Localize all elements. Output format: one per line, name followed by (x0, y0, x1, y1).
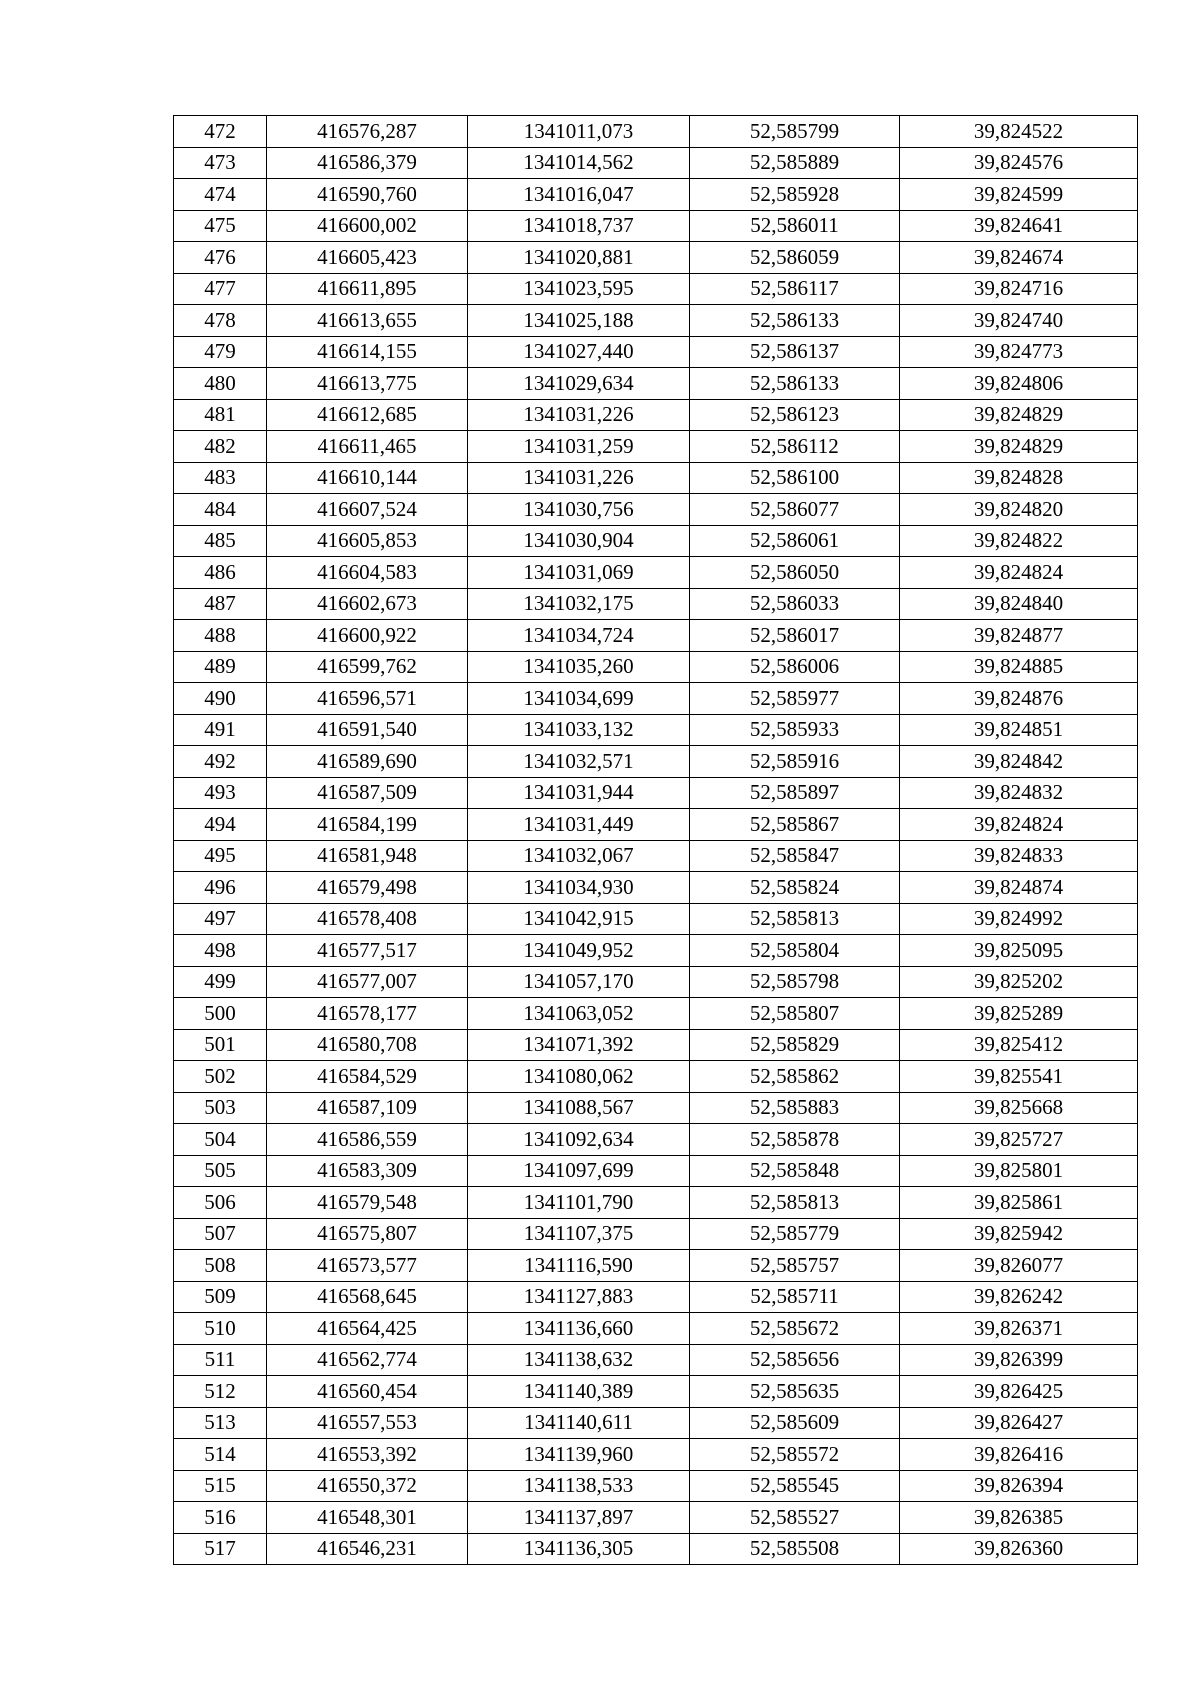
x-coordinate-cell: 416612,685 (267, 399, 468, 431)
y-coordinate-cell: 1341063,052 (468, 998, 690, 1030)
point-number-cell: 481 (174, 399, 267, 431)
latitude-cell: 52,585656 (690, 1344, 900, 1376)
point-number-cell: 487 (174, 588, 267, 620)
table-row (174, 683, 1138, 715)
point-number-cell: 480 (174, 368, 267, 400)
table-row (174, 714, 1138, 746)
longitude-cell: 39,825412 (900, 1029, 1138, 1061)
point-number-cell: 476 (174, 242, 267, 274)
table-row (174, 966, 1138, 998)
latitude-cell: 52,585862 (690, 1061, 900, 1093)
longitude-cell: 39,824842 (900, 746, 1138, 778)
longitude-cell: 39,824641 (900, 210, 1138, 242)
y-coordinate-cell: 1341016,047 (468, 179, 690, 211)
latitude-cell: 52,585897 (690, 777, 900, 809)
latitude-cell: 52,586123 (690, 399, 900, 431)
latitude-cell: 52,585813 (690, 903, 900, 935)
latitude-cell: 52,585867 (690, 809, 900, 841)
point-number-cell: 472 (174, 116, 267, 148)
latitude-cell: 52,585798 (690, 966, 900, 998)
x-coordinate-cell: 416560,454 (267, 1376, 468, 1408)
x-coordinate-cell: 416557,553 (267, 1407, 468, 1439)
longitude-cell: 39,824806 (900, 368, 1138, 400)
point-number-cell: 495 (174, 840, 267, 872)
longitude-cell: 39,826399 (900, 1344, 1138, 1376)
y-coordinate-cell: 1341139,960 (468, 1439, 690, 1471)
point-number-cell: 493 (174, 777, 267, 809)
latitude-cell: 52,585878 (690, 1124, 900, 1156)
x-coordinate-cell: 416586,559 (267, 1124, 468, 1156)
table-row (174, 273, 1138, 305)
point-number-cell: 486 (174, 557, 267, 589)
y-coordinate-cell: 1341034,724 (468, 620, 690, 652)
x-coordinate-cell: 416589,690 (267, 746, 468, 778)
coordinates-table (173, 115, 1138, 1565)
x-coordinate-cell: 416613,775 (267, 368, 468, 400)
x-coordinate-cell: 416576,287 (267, 116, 468, 148)
point-number-cell: 509 (174, 1281, 267, 1313)
longitude-cell: 39,826427 (900, 1407, 1138, 1439)
y-coordinate-cell: 1341031,259 (468, 431, 690, 463)
y-coordinate-cell: 1341030,756 (468, 494, 690, 526)
longitude-cell: 39,826416 (900, 1439, 1138, 1471)
y-coordinate-cell: 1341033,132 (468, 714, 690, 746)
point-number-cell: 506 (174, 1187, 267, 1219)
table-row (174, 620, 1138, 652)
x-coordinate-cell: 416573,577 (267, 1250, 468, 1282)
x-coordinate-cell: 416575,807 (267, 1218, 468, 1250)
table-row (174, 368, 1138, 400)
longitude-cell: 39,824824 (900, 809, 1138, 841)
x-coordinate-cell: 416610,144 (267, 462, 468, 494)
table-row (174, 998, 1138, 1030)
x-coordinate-cell: 416587,509 (267, 777, 468, 809)
table-row (174, 588, 1138, 620)
x-coordinate-cell: 416591,540 (267, 714, 468, 746)
latitude-cell: 52,585813 (690, 1187, 900, 1219)
x-coordinate-cell: 416578,408 (267, 903, 468, 935)
y-coordinate-cell: 1341140,611 (468, 1407, 690, 1439)
y-coordinate-cell: 1341020,881 (468, 242, 690, 274)
longitude-cell: 39,825541 (900, 1061, 1138, 1093)
x-coordinate-cell: 416579,498 (267, 872, 468, 904)
x-coordinate-cell: 416596,571 (267, 683, 468, 715)
y-coordinate-cell: 1341029,634 (468, 368, 690, 400)
point-number-cell: 483 (174, 462, 267, 494)
table-row (174, 872, 1138, 904)
x-coordinate-cell: 416590,760 (267, 179, 468, 211)
point-number-cell: 503 (174, 1092, 267, 1124)
table-row (174, 651, 1138, 683)
table-row (174, 1344, 1138, 1376)
latitude-cell: 52,586112 (690, 431, 900, 463)
latitude-cell: 52,586133 (690, 368, 900, 400)
point-number-cell: 479 (174, 336, 267, 368)
latitude-cell: 52,585916 (690, 746, 900, 778)
y-coordinate-cell: 1341127,883 (468, 1281, 690, 1313)
latitude-cell: 52,586059 (690, 242, 900, 274)
point-number-cell: 496 (174, 872, 267, 904)
x-coordinate-cell: 416548,301 (267, 1502, 468, 1534)
longitude-cell: 39,824829 (900, 399, 1138, 431)
point-number-cell: 500 (174, 998, 267, 1030)
x-coordinate-cell: 416581,948 (267, 840, 468, 872)
point-number-cell: 510 (174, 1313, 267, 1345)
longitude-cell: 39,826425 (900, 1376, 1138, 1408)
longitude-cell: 39,824876 (900, 683, 1138, 715)
longitude-cell: 39,824851 (900, 714, 1138, 746)
point-number-cell: 514 (174, 1439, 267, 1471)
table-row (174, 242, 1138, 274)
y-coordinate-cell: 1341031,069 (468, 557, 690, 589)
x-coordinate-cell: 416586,379 (267, 147, 468, 179)
y-coordinate-cell: 1341140,389 (468, 1376, 690, 1408)
table-row (174, 431, 1138, 463)
point-number-cell: 475 (174, 210, 267, 242)
table-row (174, 1187, 1138, 1219)
table-row (174, 809, 1138, 841)
point-number-cell: 492 (174, 746, 267, 778)
longitude-cell: 39,824992 (900, 903, 1138, 935)
x-coordinate-cell: 416605,423 (267, 242, 468, 274)
x-coordinate-cell: 416553,392 (267, 1439, 468, 1471)
x-coordinate-cell: 416546,231 (267, 1533, 468, 1565)
point-number-cell: 508 (174, 1250, 267, 1282)
point-number-cell: 513 (174, 1407, 267, 1439)
table-row (174, 557, 1138, 589)
table-row (174, 840, 1138, 872)
table-row (174, 935, 1138, 967)
longitude-cell: 39,824840 (900, 588, 1138, 620)
table-row (174, 746, 1138, 778)
longitude-cell: 39,825942 (900, 1218, 1138, 1250)
table-row (174, 1313, 1138, 1345)
x-coordinate-cell: 416600,002 (267, 210, 468, 242)
latitude-cell: 52,586011 (690, 210, 900, 242)
longitude-cell: 39,824822 (900, 525, 1138, 557)
latitude-cell: 52,586100 (690, 462, 900, 494)
longitude-cell: 39,825095 (900, 935, 1138, 967)
latitude-cell: 52,585933 (690, 714, 900, 746)
point-number-cell: 482 (174, 431, 267, 463)
x-coordinate-cell: 416611,465 (267, 431, 468, 463)
latitude-cell: 52,586077 (690, 494, 900, 526)
x-coordinate-cell: 416579,548 (267, 1187, 468, 1219)
longitude-cell: 39,824820 (900, 494, 1138, 526)
y-coordinate-cell: 1341031,944 (468, 777, 690, 809)
point-number-cell: 485 (174, 525, 267, 557)
longitude-cell: 39,826077 (900, 1250, 1138, 1282)
latitude-cell: 52,585757 (690, 1250, 900, 1282)
x-coordinate-cell: 416583,309 (267, 1155, 468, 1187)
longitude-cell: 39,824522 (900, 116, 1138, 148)
table-row (174, 1250, 1138, 1282)
latitude-cell: 52,585527 (690, 1502, 900, 1534)
point-number-cell: 494 (174, 809, 267, 841)
table-row (174, 494, 1138, 526)
table-row (174, 1155, 1138, 1187)
point-number-cell: 515 (174, 1470, 267, 1502)
latitude-cell: 52,585799 (690, 116, 900, 148)
y-coordinate-cell: 1341011,073 (468, 116, 690, 148)
longitude-cell: 39,824674 (900, 242, 1138, 274)
x-coordinate-cell: 416605,853 (267, 525, 468, 557)
x-coordinate-cell: 416550,372 (267, 1470, 468, 1502)
x-coordinate-cell: 416580,708 (267, 1029, 468, 1061)
y-coordinate-cell: 1341097,699 (468, 1155, 690, 1187)
point-number-cell: 512 (174, 1376, 267, 1408)
y-coordinate-cell: 1341080,062 (468, 1061, 690, 1093)
table-row (174, 1439, 1138, 1471)
x-coordinate-cell: 416604,583 (267, 557, 468, 589)
point-number-cell: 511 (174, 1344, 267, 1376)
longitude-cell: 39,826360 (900, 1533, 1138, 1565)
y-coordinate-cell: 1341034,930 (468, 872, 690, 904)
latitude-cell: 52,585545 (690, 1470, 900, 1502)
longitude-cell: 39,824829 (900, 431, 1138, 463)
x-coordinate-cell: 416584,199 (267, 809, 468, 841)
latitude-cell: 52,585807 (690, 998, 900, 1030)
latitude-cell: 52,586006 (690, 651, 900, 683)
coordinates-table-body (174, 116, 1138, 1565)
y-coordinate-cell: 1341101,790 (468, 1187, 690, 1219)
y-coordinate-cell: 1341032,067 (468, 840, 690, 872)
latitude-cell: 52,586033 (690, 588, 900, 620)
latitude-cell: 52,585635 (690, 1376, 900, 1408)
table-row (174, 1218, 1138, 1250)
table-row (174, 1502, 1138, 1534)
longitude-cell: 39,826394 (900, 1470, 1138, 1502)
table-row (174, 777, 1138, 809)
y-coordinate-cell: 1341057,170 (468, 966, 690, 998)
x-coordinate-cell: 416611,895 (267, 273, 468, 305)
table-row (174, 1376, 1138, 1408)
y-coordinate-cell: 1341107,375 (468, 1218, 690, 1250)
y-coordinate-cell: 1341088,567 (468, 1092, 690, 1124)
y-coordinate-cell: 1341031,449 (468, 809, 690, 841)
longitude-cell: 39,826242 (900, 1281, 1138, 1313)
table-row (174, 1092, 1138, 1124)
latitude-cell: 52,585572 (690, 1439, 900, 1471)
y-coordinate-cell: 1341042,915 (468, 903, 690, 935)
longitude-cell: 39,824576 (900, 147, 1138, 179)
latitude-cell: 52,586137 (690, 336, 900, 368)
x-coordinate-cell: 416599,762 (267, 651, 468, 683)
longitude-cell: 39,825801 (900, 1155, 1138, 1187)
point-number-cell: 505 (174, 1155, 267, 1187)
point-number-cell: 497 (174, 903, 267, 935)
y-coordinate-cell: 1341032,571 (468, 746, 690, 778)
y-coordinate-cell: 1341035,260 (468, 651, 690, 683)
latitude-cell: 52,586133 (690, 305, 900, 337)
latitude-cell: 52,586117 (690, 273, 900, 305)
latitude-cell: 52,585804 (690, 935, 900, 967)
y-coordinate-cell: 1341138,632 (468, 1344, 690, 1376)
y-coordinate-cell: 1341032,175 (468, 588, 690, 620)
longitude-cell: 39,824716 (900, 273, 1138, 305)
longitude-cell: 39,825289 (900, 998, 1138, 1030)
latitude-cell: 52,585779 (690, 1218, 900, 1250)
table-row (174, 1124, 1138, 1156)
x-coordinate-cell: 416577,517 (267, 935, 468, 967)
point-number-cell: 489 (174, 651, 267, 683)
table-row (174, 1470, 1138, 1502)
latitude-cell: 52,585883 (690, 1092, 900, 1124)
x-coordinate-cell: 416584,529 (267, 1061, 468, 1093)
table-row (174, 1533, 1138, 1565)
y-coordinate-cell: 1341034,699 (468, 683, 690, 715)
latitude-cell: 52,585508 (690, 1533, 900, 1565)
y-coordinate-cell: 1341071,392 (468, 1029, 690, 1061)
table-row (174, 1281, 1138, 1313)
point-number-cell: 502 (174, 1061, 267, 1093)
latitude-cell: 52,586017 (690, 620, 900, 652)
longitude-cell: 39,826385 (900, 1502, 1138, 1534)
y-coordinate-cell: 1341023,595 (468, 273, 690, 305)
x-coordinate-cell: 416600,922 (267, 620, 468, 652)
longitude-cell: 39,825727 (900, 1124, 1138, 1156)
longitude-cell: 39,826371 (900, 1313, 1138, 1345)
y-coordinate-cell: 1341031,226 (468, 399, 690, 431)
y-coordinate-cell: 1341025,188 (468, 305, 690, 337)
table-row (174, 1029, 1138, 1061)
point-number-cell: 477 (174, 273, 267, 305)
table-row (174, 462, 1138, 494)
point-number-cell: 491 (174, 714, 267, 746)
point-number-cell: 501 (174, 1029, 267, 1061)
x-coordinate-cell: 416568,645 (267, 1281, 468, 1313)
x-coordinate-cell: 416613,655 (267, 305, 468, 337)
latitude-cell: 52,585672 (690, 1313, 900, 1345)
y-coordinate-cell: 1341049,952 (468, 935, 690, 967)
y-coordinate-cell: 1341030,904 (468, 525, 690, 557)
point-number-cell: 478 (174, 305, 267, 337)
latitude-cell: 52,586050 (690, 557, 900, 589)
latitude-cell: 52,585848 (690, 1155, 900, 1187)
y-coordinate-cell: 1341018,737 (468, 210, 690, 242)
point-number-cell: 474 (174, 179, 267, 211)
y-coordinate-cell: 1341092,634 (468, 1124, 690, 1156)
table-row (174, 147, 1138, 179)
x-coordinate-cell: 416614,155 (267, 336, 468, 368)
point-number-cell: 484 (174, 494, 267, 526)
point-number-cell: 488 (174, 620, 267, 652)
longitude-cell: 39,824599 (900, 179, 1138, 211)
x-coordinate-cell: 416602,673 (267, 588, 468, 620)
y-coordinate-cell: 1341116,590 (468, 1250, 690, 1282)
point-number-cell: 504 (174, 1124, 267, 1156)
table-row (174, 903, 1138, 935)
latitude-cell: 52,585824 (690, 872, 900, 904)
x-coordinate-cell: 416607,524 (267, 494, 468, 526)
point-number-cell: 473 (174, 147, 267, 179)
latitude-cell: 52,586061 (690, 525, 900, 557)
x-coordinate-cell: 416564,425 (267, 1313, 468, 1345)
point-number-cell: 499 (174, 966, 267, 998)
longitude-cell: 39,824773 (900, 336, 1138, 368)
point-number-cell: 498 (174, 935, 267, 967)
longitude-cell: 39,825202 (900, 966, 1138, 998)
longitude-cell: 39,824877 (900, 620, 1138, 652)
latitude-cell: 52,585711 (690, 1281, 900, 1313)
table-row (174, 116, 1138, 148)
longitude-cell: 39,824832 (900, 777, 1138, 809)
y-coordinate-cell: 1341136,305 (468, 1533, 690, 1565)
point-number-cell: 507 (174, 1218, 267, 1250)
y-coordinate-cell: 1341137,897 (468, 1502, 690, 1534)
point-number-cell: 517 (174, 1533, 267, 1565)
table-row (174, 1407, 1138, 1439)
longitude-cell: 39,824828 (900, 462, 1138, 494)
x-coordinate-cell: 416578,177 (267, 998, 468, 1030)
table-row (174, 179, 1138, 211)
latitude-cell: 52,585889 (690, 147, 900, 179)
y-coordinate-cell: 1341138,533 (468, 1470, 690, 1502)
latitude-cell: 52,585977 (690, 683, 900, 715)
y-coordinate-cell: 1341136,660 (468, 1313, 690, 1345)
table-row (174, 525, 1138, 557)
table-row (174, 1061, 1138, 1093)
point-number-cell: 490 (174, 683, 267, 715)
longitude-cell: 39,824874 (900, 872, 1138, 904)
x-coordinate-cell: 416587,109 (267, 1092, 468, 1124)
latitude-cell: 52,585829 (690, 1029, 900, 1061)
table-row (174, 210, 1138, 242)
longitude-cell: 39,824833 (900, 840, 1138, 872)
y-coordinate-cell: 1341027,440 (468, 336, 690, 368)
longitude-cell: 39,824740 (900, 305, 1138, 337)
y-coordinate-cell: 1341014,562 (468, 147, 690, 179)
latitude-cell: 52,585847 (690, 840, 900, 872)
longitude-cell: 39,824885 (900, 651, 1138, 683)
point-number-cell: 516 (174, 1502, 267, 1534)
latitude-cell: 52,585928 (690, 179, 900, 211)
table-row (174, 305, 1138, 337)
longitude-cell: 39,824824 (900, 557, 1138, 589)
x-coordinate-cell: 416562,774 (267, 1344, 468, 1376)
table-row (174, 399, 1138, 431)
longitude-cell: 39,825668 (900, 1092, 1138, 1124)
x-coordinate-cell: 416577,007 (267, 966, 468, 998)
longitude-cell: 39,825861 (900, 1187, 1138, 1219)
table-row (174, 336, 1138, 368)
y-coordinate-cell: 1341031,226 (468, 462, 690, 494)
latitude-cell: 52,585609 (690, 1407, 900, 1439)
